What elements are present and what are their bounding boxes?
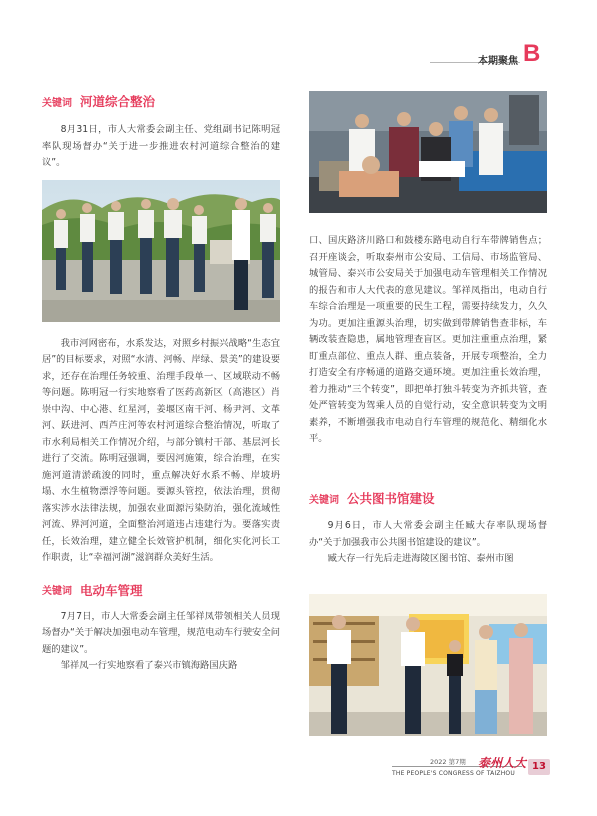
left-column — [42, 92, 280, 675]
paragraph: 8月31日，市人大常委会副主任、党组副书记陈明冠率队现场督办“关于进一步推进农村河道综合整治的建议”。 — [42, 124, 280, 168]
paragraph: 臧大存一行先后走进海陵区图书馆、泰州市图 — [327, 553, 514, 564]
paragraph: 邹祥凤一行实地察看了泰兴市镇海路国庆路 — [60, 660, 238, 671]
keyword-heading-library — [309, 489, 547, 507]
publication-english-name: THE PEOPLE'S CONGRESS OF TAIZHOU — [392, 770, 515, 777]
paragraph: 口、国庆路济川路口和鼓楼东路电动自行车带牌销售点；召开座谈会，听取泰州市公安局、工信局、市场监管局、城管局、泰兴市公安局关于加强电动车管理相关工作情况的报告和市人大代表的意见建议。邹祥凤指出，电动自行车综合治理是一项重要的民生工程，需要持续发力，久久为功。更加注重源头治理，切实做到带牌销售查非标，车辆改装查隐患，属地管理查盲区。更加注重重点治理，紧盯重点部位、重点人群、重点装备，开展专项整治，全力打造安全有序畅通的道路交通环境。更加注重长效治理，着力推动“三个转变”，即把单打独斗转变为齐抓共管，查处严管转变为驾乘人员的自觉行动，安全意识转变为文明素养，不断增强我市电动自行车管理的规范化、精细化水平。 — [309, 235, 547, 444]
river-photo-illustration — [42, 180, 280, 322]
section-title: 电动车管理 — [80, 582, 143, 598]
section-title: 公共图书馆建设 — [347, 491, 435, 506]
ebike-photo-illustration — [309, 91, 547, 213]
keyword-heading-river — [42, 92, 280, 110]
issue-label: 2022 第7期 — [430, 758, 466, 766]
photo-library-visit — [309, 594, 547, 736]
keyword-heading-ebike — [42, 581, 280, 599]
photo-ebike-inspection — [309, 91, 547, 213]
paragraph: 我市河网密布，水系发达，对照乡村振兴战略“生态宜居”的目标要求，对照“水清、河畅、岸绿、景美”的建设要求，还存在治理任务较重、治理手段单一、区域联动不畅等问题。陈明冠一行实地察看了医药高新区（高港区）肖崇中沟、中心港、红星河，姜堰区南干河、杨尹河、文革河、跃进河、西芦庄河等农村河道综合整治情况，听取了市水利局相关工作情况介绍，与部分镇村干部、基层河长进行了交流。陈明冠强调，要因河施策，综合治理，在实施河道清淤疏浚的同时，重点解决好水系不畅、岸坡坍塌、水生植物漂浮等问题。要源头管控，依法治理，贯彻落实涉水法律法规，加强农业面源污染防治，强化流域性河流、界河河道，全面整治河道违占违建行为。要落实责任，长效治理，建立健全长效管护机制，细化实化河长工作职责，让“幸福河湖”滋润群众美好生活。 — [42, 337, 280, 563]
keyword-label: 关键词 — [309, 494, 339, 506]
section-header-title: 本期聚焦 — [478, 56, 518, 67]
keyword-label: 关键词 — [42, 97, 72, 109]
section-title: 河道综合整治 — [80, 94, 156, 109]
photo-river-inspection — [42, 180, 280, 322]
section-badge: B — [523, 40, 541, 67]
library-photo-illustration — [309, 594, 547, 736]
brand-logo: 泰州人大 — [478, 756, 527, 770]
keyword-label: 关键词 — [42, 586, 72, 597]
page-number: 13 — [528, 759, 550, 775]
paragraph: 9月6日，市人大常委会副主任臧大存率队现场督办“关于加强我市公共图书馆建设的建议”。 — [309, 520, 547, 548]
paragraph: 7月7日，市人大常委会副主任邹祥凤带领相关人员现场督办“关于解决加强电动车管理，规范电动车行驶安全问题的建议”。 — [42, 610, 280, 655]
